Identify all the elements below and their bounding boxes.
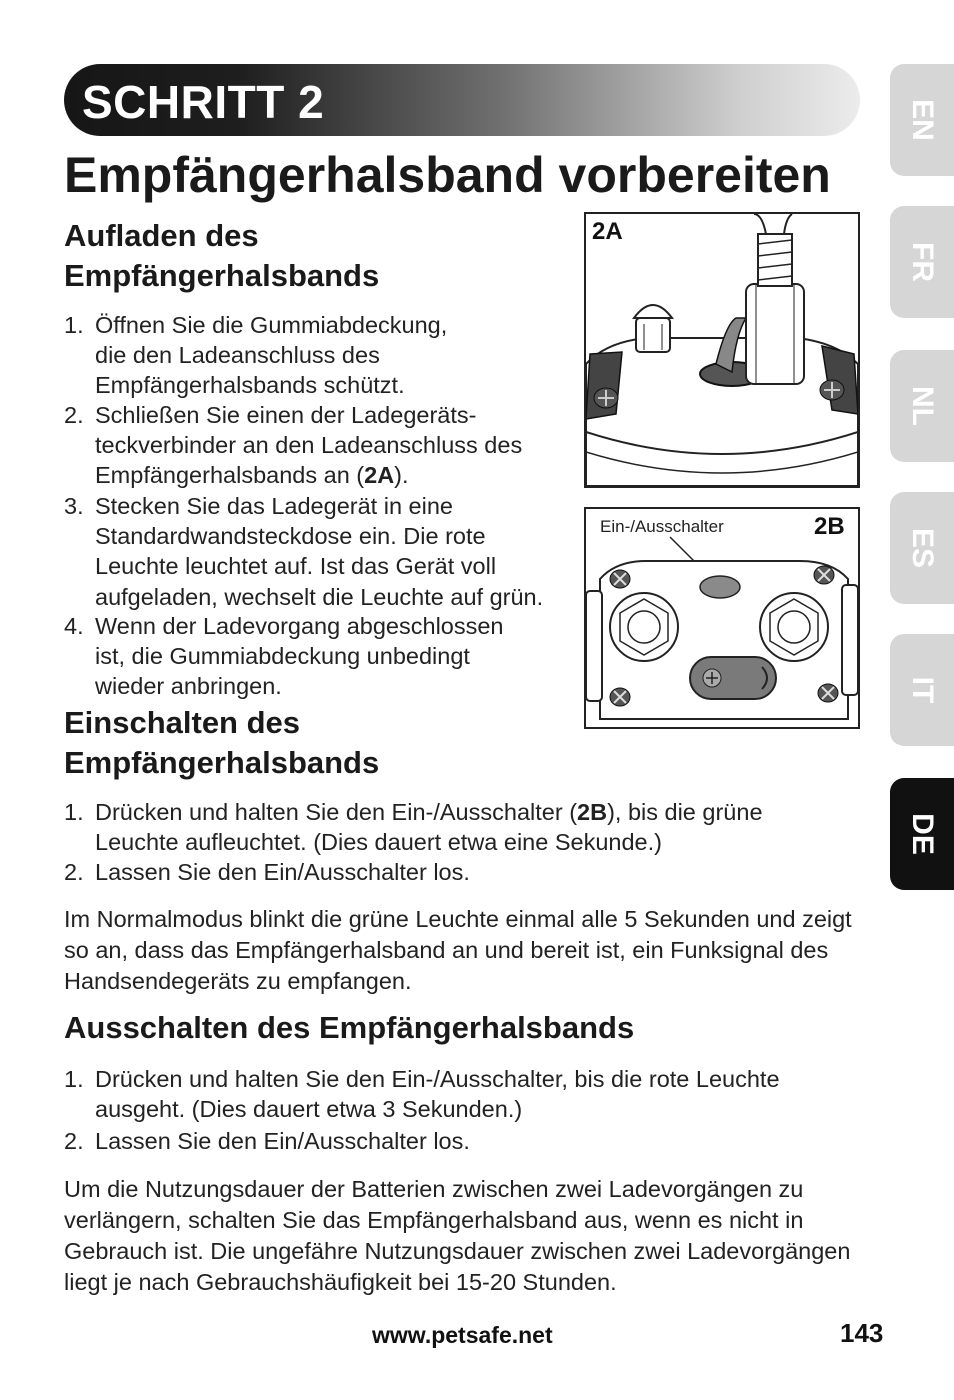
tab-label: EN	[906, 99, 939, 141]
line: Stecken Sie das Ladegerät in eine	[95, 493, 453, 519]
list-item	[64, 1064, 864, 1124]
list-number: 4.	[64, 613, 84, 639]
list-number: 1.	[64, 312, 84, 338]
list-text	[95, 1064, 864, 1124]
line: teckverbinder an den Ladeanschluss des	[95, 432, 523, 459]
list-number: 2.	[64, 859, 84, 885]
line: Leuchte aufleuchtet. (Dies dauert etwa eine Sekunde.)	[95, 829, 662, 856]
figure-2b-power-button	[584, 507, 860, 729]
line: die den Ladeanschluss des	[95, 342, 380, 369]
tab-nl[interactable]	[890, 350, 954, 462]
figure-2a-charging-port	[584, 212, 860, 488]
page-title: Empfängerhalsband vorbereiten	[64, 147, 831, 203]
step-label: SCHRITT 2	[82, 76, 325, 128]
figure-2a-label: 2A	[592, 218, 623, 245]
heading-on-line2: Empfängerhalsbands	[64, 745, 380, 780]
tab-de[interactable]	[890, 778, 954, 890]
list-text: Lassen Sie den Ein/Ausschalter los.	[95, 1128, 470, 1154]
list-item	[64, 310, 564, 401]
list-item	[64, 797, 864, 857]
heading-charge-line1: Aufladen des	[64, 218, 259, 253]
line: Wenn der Ladevorgang abgeschlossen	[95, 613, 504, 639]
list-text: Lassen Sie den Ein/Ausschalter los.	[95, 859, 470, 885]
page-number: 143	[840, 1318, 884, 1348]
tab-label: FR	[906, 242, 939, 282]
list-item	[64, 857, 864, 887]
section-heading-charge	[64, 216, 379, 296]
list-text	[95, 400, 574, 491]
list-number: 2.	[64, 1128, 84, 1154]
line: Empfängerhalsbands an (	[95, 462, 365, 489]
list-number: 1.	[64, 799, 84, 825]
tab-label: IT	[906, 676, 939, 704]
list-text	[95, 797, 864, 857]
tab-label: DE	[906, 813, 939, 855]
list-text	[95, 310, 564, 401]
tab-en[interactable]	[890, 64, 954, 176]
list-item	[64, 611, 564, 702]
list-item	[64, 491, 584, 612]
collar-top-illustration	[586, 509, 858, 727]
line: Drücken und halten Sie den Ein-/Ausschalter, bis die rote Leuchte	[95, 1066, 780, 1092]
section-heading-power-off: Ausschalten des Empfängerhalsbands	[64, 1010, 635, 1045]
tab-label: ES	[906, 527, 939, 569]
line: Empfängerhalsbands schützt.	[95, 372, 405, 399]
list-number: 1.	[64, 1066, 84, 1092]
figure-ref-2a: 2A	[364, 462, 395, 489]
line: ist, die Gummiabdeckung unbedingt	[95, 643, 470, 670]
list-number: 2.	[64, 402, 84, 428]
tab-fr[interactable]	[890, 206, 954, 318]
line: ), bis die grüne	[607, 799, 763, 825]
heading-on-line1: Einschalten des	[64, 705, 301, 740]
line: aufgeladen, wechselt die Leuchte auf grün.	[95, 583, 544, 610]
figure-2b-callout: Ein-/Ausschalter	[600, 517, 724, 536]
line: Standardwandsteckdose ein. Die rote	[95, 523, 486, 550]
section-heading-power-on	[64, 703, 379, 783]
line: Leuchte leuchtet auf. Ist das Gerät voll	[95, 553, 497, 580]
tab-label: NL	[906, 386, 939, 426]
figure-ref-2b: 2B	[577, 799, 608, 825]
paragraph-normal-mode: Im Normalmodus blinkt die grüne Leuchte einmal alle 5 Sekunden und zeigt so an, dass das Empfängerhalsband an und bereit ist, ein Funksignal des Handsendegeräts zu empfangen.	[64, 906, 852, 994]
paragraph-battery-life: Um die Nutzungsdauer der Batterien zwischen zwei Ladevorgängen zu verlängern, schalten Sie das Empfängerhalsband aus, wenn es nicht in Gebrauch ist. Die ungefähre Nutzungsdauer zwischen zwei Ladevorgängen liegt je nach Gebrauchshäufigkeit bei 15-20 Stunden.	[64, 1176, 851, 1295]
line: wieder anbringen.	[95, 673, 282, 700]
charger-connector-illustration	[586, 214, 858, 486]
line: ).	[394, 462, 409, 489]
list-text	[95, 611, 564, 702]
line: Drücken und halten Sie den Ein-/Ausschalter (	[95, 799, 578, 825]
list-text	[95, 491, 584, 612]
tab-it[interactable]	[890, 634, 954, 746]
list-number: 3.	[64, 493, 84, 519]
line: Schließen Sie einen der Ladegeräts-	[95, 402, 477, 428]
line: Öffnen Sie die Gummiabdeckung,	[95, 312, 448, 338]
list-item	[64, 1126, 864, 1156]
list-item	[64, 400, 574, 491]
heading-charge-line2: Empfängerhalsbands	[64, 258, 380, 293]
figure-2b-label: 2B	[814, 513, 845, 540]
tab-es[interactable]	[890, 492, 954, 604]
line: ausgeht. (Dies dauert etwa 3 Sekunden.)	[95, 1096, 523, 1123]
footer-url[interactable]: www.petsafe.net	[372, 1322, 553, 1348]
